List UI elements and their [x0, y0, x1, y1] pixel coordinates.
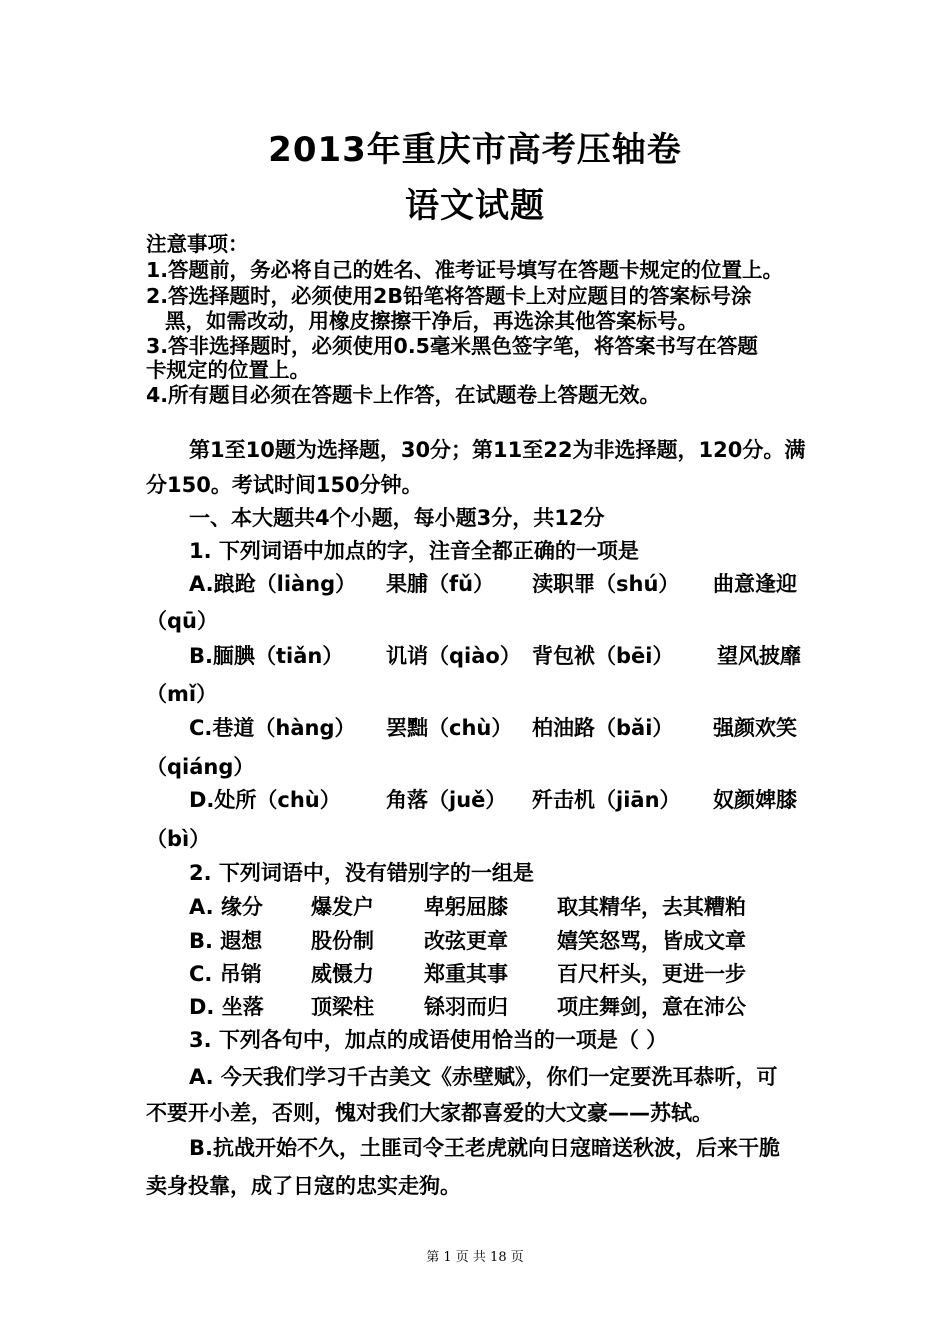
option-continuation: （qiáng） — [146, 755, 255, 779]
option-part: 爆发户 — [311, 895, 374, 919]
question-stem: 1. 下列词语中加点的字，注音全都正确的一项是 — [189, 539, 639, 563]
exam-subtitle: 语文试题 — [405, 186, 545, 226]
option-part: 果脯（fǔ） — [386, 572, 495, 596]
option-part: 曲意逢迎 — [713, 572, 797, 596]
option-part: 顶梁柱 — [311, 995, 374, 1019]
q3-option-b: B.抗战开始不久，土匪司令王老虎就向日寇暗送秋波，后来干脆 — [189, 1136, 780, 1160]
option-continuation: （mǐ） — [146, 682, 218, 706]
page-footer: 第 1 页 共 18 页 — [426, 1250, 524, 1265]
option-part: 柏油路（bǎi） — [532, 716, 674, 740]
option-part: A.踉跄（liàng） — [189, 572, 357, 596]
option-part: 角落（juě） — [386, 788, 507, 812]
notes-item: 3.答非选择题时，必须使用0.5毫米黑色签字笔，将答案书写在答题 — [146, 334, 758, 358]
intro-line: 分150。考试时间150分钟。 — [146, 473, 423, 497]
option-continuation: （qū） — [146, 609, 218, 633]
option-part: 项庄舞剑，意在沛公 — [557, 995, 746, 1019]
option-part: 望风披靡 — [717, 644, 801, 668]
option-part: A. 缘分 — [189, 895, 263, 919]
option-part: 威慑力 — [311, 962, 374, 986]
option-part: 卑躬屈膝 — [424, 895, 508, 919]
option-part: 郑重其事 — [424, 962, 508, 986]
option-part: 百尺杆头，更进一步 — [557, 962, 746, 986]
option-part: 讥诮（qiào） — [386, 644, 521, 668]
option-part: 取其精华，去其糟粕 — [557, 895, 746, 919]
option-part: 铩羽而归 — [424, 995, 508, 1019]
option-part: 嬉笑怒骂，皆成文章 — [557, 929, 746, 953]
question-stem: 3. 下列各句中，加点的成语使用恰当的一项是（ ） — [189, 1028, 668, 1052]
q3-option-a-cont: 不要开小差，否则，愧对我们大家都喜爱的大文豪——苏轼。 — [146, 1101, 713, 1125]
notes-heading: 注意事项： — [146, 232, 249, 256]
intro-line: 第1至10题为选择题，30分；第11至22为非选择题，120分。满 — [189, 438, 806, 462]
section-heading: 一、本大题共4个小题，每小题3分，共12分 — [189, 506, 605, 530]
option-part: C.巷道（hàng） — [189, 716, 356, 740]
option-part: 背包袱（bēi） — [532, 644, 674, 668]
option-part: 渎职罪（shú） — [532, 572, 680, 596]
q3-option-b-cont: 卖身投靠，成了日寇的忠实走狗。 — [146, 1174, 461, 1198]
option-continuation: （bì） — [146, 827, 211, 851]
option-part: C. 吊销 — [189, 962, 262, 986]
option-part: D. 坐落 — [189, 995, 264, 1019]
option-part: 奴颜婢膝 — [713, 788, 797, 812]
option-part: B.腼腆（tiǎn） — [189, 644, 344, 668]
option-part: D.处所（chù） — [189, 788, 341, 812]
option-part: 罢黜（chù） — [386, 716, 513, 740]
exam-title: 2013年重庆市高考压轴卷 — [268, 130, 682, 170]
question-stem: 2. 下列词语中，没有错别字的一组是 — [189, 861, 534, 885]
option-part: B. 遐想 — [189, 929, 263, 953]
notes-item: 4.所有题目必须在答题卡上作答，在试题卷上答题无效。 — [146, 383, 661, 407]
notes-item: 黑，如需改动，用橡皮擦擦干净后，再选涂其他答案标号。 — [165, 309, 698, 333]
option-part: 强颜欢笑 — [713, 716, 797, 740]
option-part: 股份制 — [311, 929, 374, 953]
notes-item: 1.答题前，务必将自己的姓名、准考证号填写在答题卡规定的位置上。 — [146, 258, 784, 282]
notes-item: 卡规定的位置上。 — [146, 358, 310, 382]
option-part: 歼击机（jiān） — [532, 788, 681, 812]
option-part: 改弦更章 — [424, 929, 508, 953]
q3-option-a: A. 今天我们学习千古美文《赤壁赋》，你们一定要洗耳恭听，可 — [189, 1065, 778, 1089]
notes-item: 2.答选择题时，必须使用2B铅笔将答题卡上对应题目的答案标号涂 — [146, 284, 752, 308]
